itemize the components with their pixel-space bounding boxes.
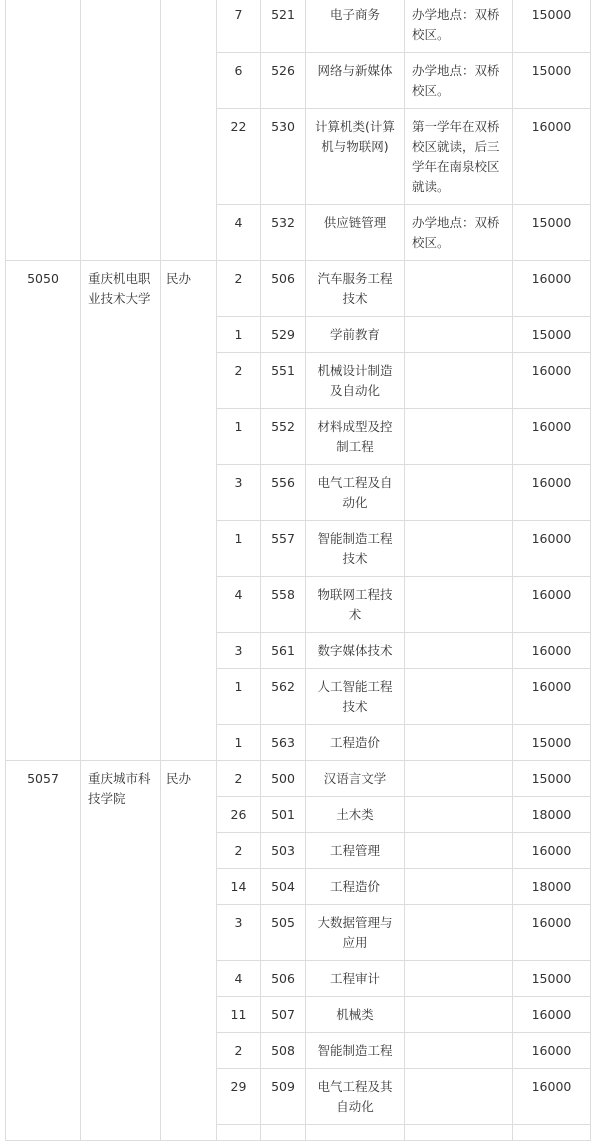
tuition-cell: 15000 (513, 0, 591, 53)
tuition-cell: 15000 (513, 205, 591, 261)
tuition-cell: 15000 (513, 961, 591, 997)
note-cell (405, 465, 513, 521)
tuition-cell (513, 1125, 591, 1141)
major-name-cell: 汽车服务工程技术 (306, 261, 405, 317)
major-name-cell: 大数据管理与应用 (306, 905, 405, 961)
major-code-cell: 501 (261, 797, 306, 833)
note-cell (405, 869, 513, 905)
tuition-cell: 15000 (513, 761, 591, 797)
school-type-cell: 民办 (161, 761, 217, 1141)
major-code-cell: 505 (261, 905, 306, 961)
admission-plan-table (5, 0, 591, 1141)
major-code-cell: 526 (261, 53, 306, 109)
plan-count-cell: 7 (217, 0, 261, 53)
plan-count-cell: 2 (217, 761, 261, 797)
school-name-cell (81, 0, 161, 261)
major-code-cell: 508 (261, 1033, 306, 1069)
note-cell: 办学地点：双桥校区。 (405, 53, 513, 109)
note-cell (405, 961, 513, 997)
table-row (6, 761, 591, 797)
major-code-cell: 504 (261, 869, 306, 905)
note-cell (405, 725, 513, 761)
plan-count-cell: 6 (217, 53, 261, 109)
major-code-cell: 509 (261, 1069, 306, 1125)
plan-count-cell: 11 (217, 997, 261, 1033)
major-name-cell: 电气工程及自动化 (306, 465, 405, 521)
major-code-cell: 507 (261, 997, 306, 1033)
school-type-cell (161, 0, 217, 261)
note-cell (405, 905, 513, 961)
note-cell (405, 317, 513, 353)
major-code-cell: 551 (261, 353, 306, 409)
plan-count-cell: 1 (217, 669, 261, 725)
major-name-cell: 机械类 (306, 997, 405, 1033)
major-name-cell: 汉语言文学 (306, 761, 405, 797)
tuition-cell: 16000 (513, 353, 591, 409)
note-cell (405, 1033, 513, 1069)
plan-count-cell: 4 (217, 577, 261, 633)
major-code-cell: 529 (261, 317, 306, 353)
plan-count-cell: 3 (217, 465, 261, 521)
note-cell: 办学地点：双桥校区。 (405, 0, 513, 53)
major-code-cell: 506 (261, 261, 306, 317)
plan-count-cell: 1 (217, 409, 261, 465)
major-name-cell: 供应链管理 (306, 205, 405, 261)
table-row (6, 261, 591, 317)
plan-count-cell: 2 (217, 1033, 261, 1069)
tuition-cell: 16000 (513, 1069, 591, 1125)
major-name-cell: 人工智能工程技术 (306, 669, 405, 725)
tuition-cell: 15000 (513, 725, 591, 761)
tuition-cell: 15000 (513, 53, 591, 109)
note-cell (405, 997, 513, 1033)
plan-count-cell: 1 (217, 725, 261, 761)
major-name-cell: 学前教育 (306, 317, 405, 353)
major-name-cell: 工程造价 (306, 869, 405, 905)
note-cell (405, 633, 513, 669)
major-name-cell: 智能制造工程 (306, 1033, 405, 1069)
plan-count-cell: 2 (217, 353, 261, 409)
note-cell (405, 353, 513, 409)
school-code-cell (6, 0, 81, 261)
tuition-cell: 18000 (513, 869, 591, 905)
major-name-cell: 机械设计制造及自动化 (306, 353, 405, 409)
note-cell (405, 669, 513, 725)
major-name-cell: 电子商务 (306, 0, 405, 53)
tuition-cell: 18000 (513, 797, 591, 833)
tuition-cell: 16000 (513, 633, 591, 669)
major-name-cell: 土木类 (306, 797, 405, 833)
major-name-cell: 计算机类(计算机与物联网) (306, 109, 405, 205)
tuition-cell: 16000 (513, 1033, 591, 1069)
note-cell (405, 1069, 513, 1125)
major-code-cell: 552 (261, 409, 306, 465)
major-code-cell: 500 (261, 761, 306, 797)
tuition-cell: 16000 (513, 905, 591, 961)
tuition-cell: 16000 (513, 465, 591, 521)
table-body (6, 0, 591, 1141)
tuition-cell: 16000 (513, 521, 591, 577)
tuition-cell: 15000 (513, 317, 591, 353)
tuition-cell: 16000 (513, 997, 591, 1033)
major-code-cell: 532 (261, 205, 306, 261)
plan-count-cell: 3 (217, 633, 261, 669)
major-code-cell: 558 (261, 577, 306, 633)
plan-count-cell: 2 (217, 261, 261, 317)
school-type-cell: 民办 (161, 261, 217, 761)
note-cell (405, 521, 513, 577)
plan-count-cell: 1 (217, 521, 261, 577)
plan-count-cell: 29 (217, 1069, 261, 1125)
note-cell (405, 797, 513, 833)
major-code-cell: 530 (261, 109, 306, 205)
note-cell: 第一学年在双桥校区就读，后三学年在南泉校区就读。 (405, 109, 513, 205)
major-name-cell: 材料成型及控制工程 (306, 409, 405, 465)
note-cell (405, 833, 513, 869)
note-cell (405, 261, 513, 317)
note-cell (405, 409, 513, 465)
plan-count-cell: 26 (217, 797, 261, 833)
plan-count-cell: 14 (217, 869, 261, 905)
tuition-cell: 16000 (513, 409, 591, 465)
plan-count-cell: 1 (217, 317, 261, 353)
major-code-cell: 521 (261, 0, 306, 53)
plan-count-cell: 3 (217, 905, 261, 961)
major-name-cell: 物联网工程技术 (306, 577, 405, 633)
major-name-cell: 工程审计 (306, 961, 405, 997)
major-code-cell: 556 (261, 465, 306, 521)
note-cell: 办学地点：双桥校区。 (405, 205, 513, 261)
major-name-cell: 工程管理 (306, 833, 405, 869)
tuition-cell: 16000 (513, 109, 591, 205)
major-name-cell: 工程造价 (306, 725, 405, 761)
table-row (6, 0, 591, 53)
plan-count-cell: 4 (217, 205, 261, 261)
tuition-cell: 16000 (513, 833, 591, 869)
major-code-cell: 562 (261, 669, 306, 725)
school-name-cell: 重庆城市科技学院 (81, 761, 161, 1141)
major-code-cell: 557 (261, 521, 306, 577)
major-name-cell (306, 1125, 405, 1141)
plan-count-cell: 2 (217, 833, 261, 869)
major-name-cell: 电气工程及其自动化 (306, 1069, 405, 1125)
admission-table-wrapper (5, 0, 590, 1141)
major-code-cell: 506 (261, 961, 306, 997)
major-code-cell: 561 (261, 633, 306, 669)
tuition-cell: 16000 (513, 577, 591, 633)
major-name-cell: 网络与新媒体 (306, 53, 405, 109)
major-name-cell: 数字媒体技术 (306, 633, 405, 669)
note-cell (405, 761, 513, 797)
note-cell (405, 577, 513, 633)
tuition-cell: 16000 (513, 669, 591, 725)
major-name-cell: 智能制造工程技术 (306, 521, 405, 577)
major-code-cell (261, 1125, 306, 1141)
major-code-cell: 563 (261, 725, 306, 761)
school-code-cell: 5050 (6, 261, 81, 761)
note-cell (405, 1125, 513, 1141)
plan-count-cell: 22 (217, 109, 261, 205)
major-code-cell: 503 (261, 833, 306, 869)
tuition-cell: 16000 (513, 261, 591, 317)
school-code-cell: 5057 (6, 761, 81, 1141)
plan-count-cell (217, 1125, 261, 1141)
plan-count-cell: 4 (217, 961, 261, 997)
school-name-cell: 重庆机电职业技术大学 (81, 261, 161, 761)
